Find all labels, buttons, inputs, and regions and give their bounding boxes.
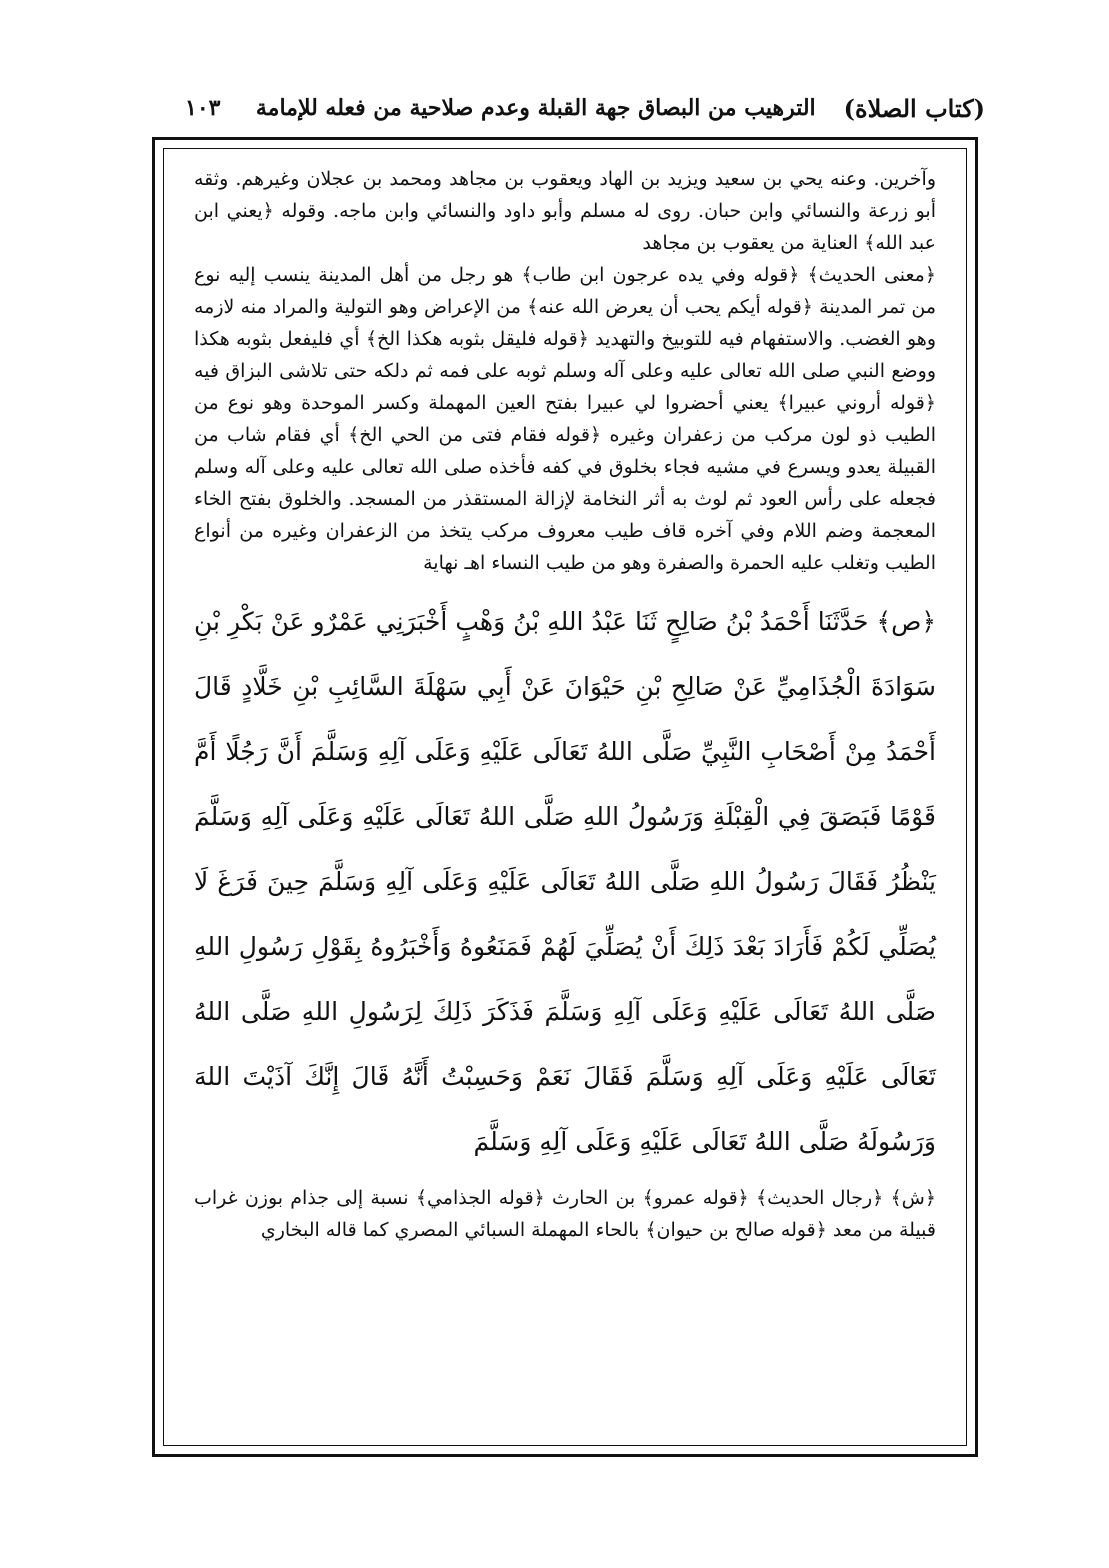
sharh-block [194, 1182, 936, 1246]
page-frame-inner [163, 148, 967, 1446]
hadith-text-block [194, 589, 936, 1174]
sharh-text: ﴿ش﴾ ﴿رجال الحديث﴾ ﴿قوله عمرو﴾ بن الحارث ﴿قوله الجذامي﴾ نسبة إلى جذام بوزن غراب قبيلة من معد ﴿قوله صالح بن حيوان﴾ بالحاء المهملة السبائي المصري كما قاله البخاري [194, 1187, 936, 1241]
page-number: ١٠٣ [185, 95, 221, 121]
commentary-paragraph: وآخرين. وعنه يحي بن سعيد ويزيد بن الهاد ويعقوب بن مجاهد ومحمد بن عجلان وغيرهم. وثقه أبو زرعة والنسائي وابن حبان. روى له مسلم وأبو داود والنسائي وابن ماجه. وقوله ﴿يعني ابن عبد الله﴾ العناية من يعقوب بن مجاهد [194, 168, 936, 254]
page-frame [152, 137, 978, 1457]
chapter-title: الترهيب من البصاق جهة القبلة وعدم صلاحية من فعله للإمامة [255, 95, 816, 121]
hadith-text: ﴿ص﴾ حَدَّثَنَا أَحْمَدُ بْنُ صَالِحٍ ثَنَا عَبْدُ اللهِ بْنُ وَهْبٍ أَخْبَرَنِي عَمْرٌو عَنْ بَكْرِ بْنِ سَوَادَةَ الْجُذَامِيِّ عَنْ صَالِحِ بْنِ حَيْوَانَ عَنْ أَبِي سَهْلَةَ السَّائِبِ بْنِ خَلَّادٍ قَالَ أَحْمَدُ مِنْ أَصْحَابِ النَّبِيِّ صَلَّى اللهُ تَعَالَى عَلَيْهِ وَعَلَى آلِهِ وَسَلَّمَ أَنَّ رَجُلًا أَمَّ قَوْمًا فَبَصَقَ فِي الْقِبْلَةِ وَرَسُولُ اللهِ صَلَّى اللهُ تَعَالَى عَلَيْهِ وَعَلَى آلِهِ وَسَلَّمَ يَنْظُرُ فَقَالَ رَسُولُ اللهِ صَلَّى اللهُ تَعَالَى عَلَيْهِ وَعَلَى آلِهِ وَسَلَّمَ حِينَ فَرَغَ لَا يُصَلِّي لَكُمْ فَأَرَادَ بَعْدَ ذَلِكَ أَنْ يُصَلِّيَ لَهُمْ فَمَنَعُوهُ وَأَخْبَرُوهُ بِقَوْلِ رَسُولِ اللهِ صَلَّى اللهُ تَعَالَى عَلَيْهِ وَعَلَى آلِهِ وَسَلَّمَ فَذَكَرَ ذَلِكَ لِرَسُولِ اللهِ صَلَّى اللهُ تَعَالَى عَلَيْهِ وَعَلَى آلِهِ وَسَلَّمَ فَقَالَ نَعَمْ وَحَسِبْتُ أَنَّهُ قَالَ إِنَّكَ آذَيْتَ اللهَ وَرَسُولَهُ صَلَّى اللهُ تَعَالَى عَلَيْهِ وَعَلَى آلِهِ وَسَلَّمَ [194, 607, 936, 1156]
book-title: (كتاب الصلاة) [843, 93, 985, 123]
page-header [185, 88, 985, 128]
commentary-paragraph: ﴿معنى الحديث﴾ ﴿قوله وفي يده عرجون ابن طاب﴾ هو رجل من أهل المدينة ينسب إليه نوع من تمر المدينة ﴿قوله أيكم يحب أن يعرض الله عنه﴾ من الإعراض وهو التولية والمراد منه لازمه وهو الغضب. والاستفهام فيه للتوبيخ والتهديد ﴿قوله فليقل بثوبه هكذا الخ﴾ أي فليفعل بثوبه هكذا ووضع النبي صلى الله تعالى عليه وعلى آله وسلم ثوبه على فمه ثم دلكه حتى تلاشى البزاق فيه ﴿قوله أروني عبيرا﴾ يعني أحضروا لي عبيرا بفتح العين المهملة وكسر الموحدة وهو نوع من الطيب ذو لون مركب من زعفران وغيره ﴿قوله فقام فتى من الحي الخ﴾ أي فقام شاب من القبيلة يعدو ويسرع في مشيه فجاء بخلوق في كفه فأخذه صلى الله تعالى عليه وعلى آله وسلم فجعله على رأس العود ثم لوث به أثر النخامة لإزالة المستقذر من المسجد. والخلوق بفتح الخاء المعجمة وضم اللام وفي آخره قاف طيب معروف مركب يتخذ من الزعفران وغيره من أنواع الطيب وتغلب عليه الحمرة والصفرة وهو من طيب النساء اهـ نهاية [194, 264, 936, 574]
page-content [194, 163, 936, 1431]
commentary-top [194, 163, 936, 579]
